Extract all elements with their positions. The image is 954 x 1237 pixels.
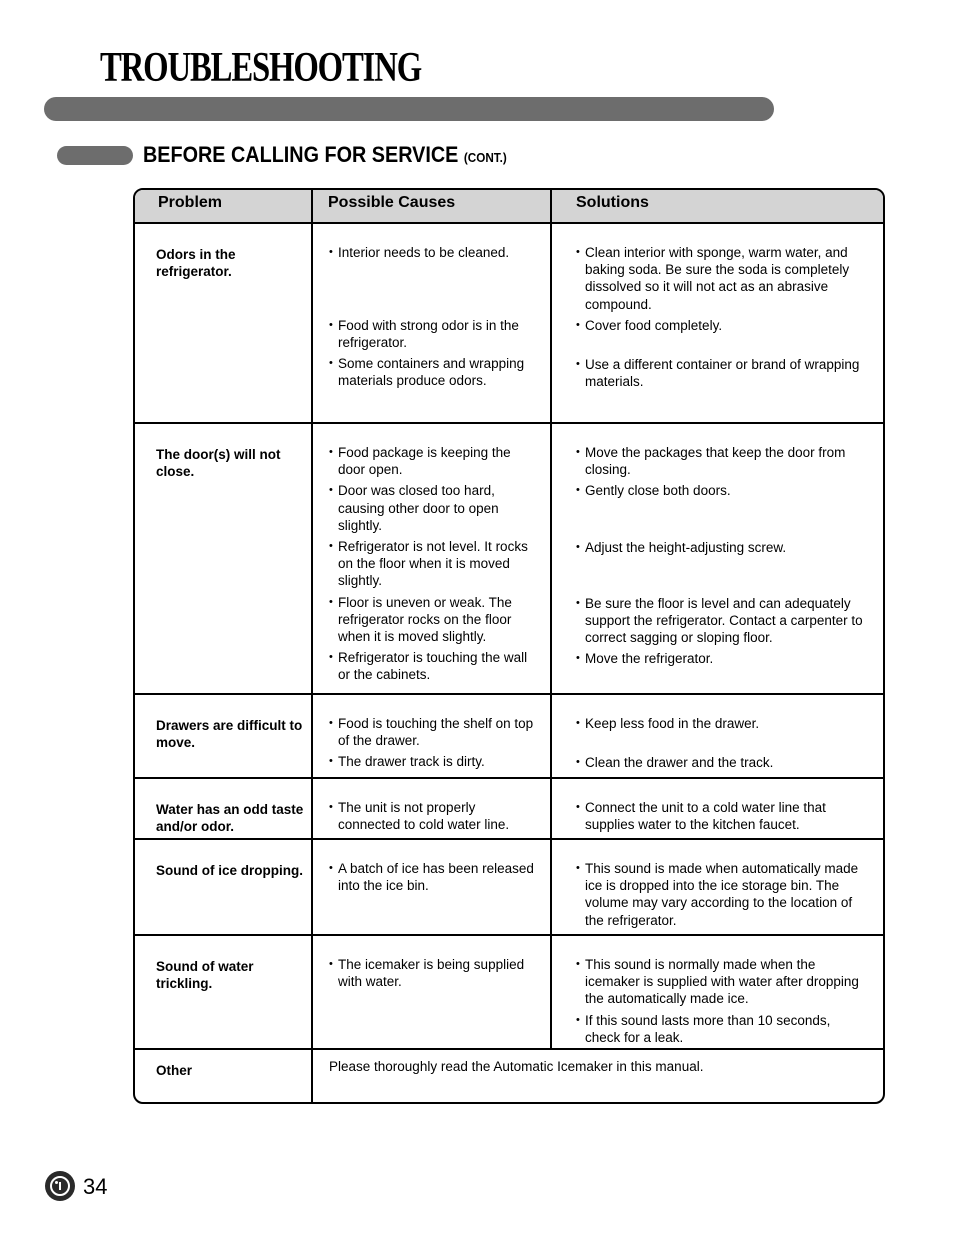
cause-item: • Interior needs to be cleaned. [329,244,540,261]
solution-item: • Cover food completely. [576,317,867,334]
cause-item: • A batch of ice has been released into the ice bin. [329,860,540,894]
causes-cell [313,936,552,1050]
section-pill-decoration [57,146,133,165]
table-row [135,424,883,695]
solution-item: • Move the refrigerator. [576,650,867,667]
table-header-row [135,190,883,224]
page-title: TROUBLESHOOTING [100,45,422,91]
cause-item: • Food is touching the shelf on top of the drawer. [329,715,540,749]
table-row [135,840,883,936]
solutions-cell [552,779,883,840]
solutions-cell [552,936,883,1050]
header-possible-causes: Possible Causes [313,190,552,224]
solution-item: • Clean interior with sponge, warm water, and baking soda. Be sure the soda is completely dissolved so it will not act as an abrasive compound. [576,244,867,313]
solution-item: • This sound is normally made when the icemaker is supplied with water after dropping the automatically made ice. [576,956,867,1008]
problem-cell: Odors in the refrigerator. [135,224,313,424]
page-number: 34 [83,1174,108,1199]
problem-cell: Sound of water trickling. [135,936,313,1050]
cause-item: • Food package is keeping the door open. [329,444,540,478]
section-title-text: BEFORE CALLING FOR SERVICE [143,142,459,167]
solution-item: • Move the packages that keep the door from closing. [576,444,867,478]
cause-item: • The unit is not properly connected to cold water line. [329,799,540,833]
solutions-cell [552,695,883,779]
troubleshooting-table [133,188,885,1104]
problem-cell: Sound of ice dropping. [135,840,313,936]
section-title-suffix: (CONT.) [463,150,507,165]
causes-cell [313,779,552,840]
solution-item: • Adjust the height-adjusting screw. [576,539,867,556]
cause-item: • Floor is uneven or weak. The refrigerator rocks on the floor when it is moved slightly. [329,594,540,646]
cause-item: • Refrigerator is not level. It rocks on the floor when it is moved slightly. [329,538,540,590]
problem-cell: Drawers are difficult to move. [135,695,313,779]
causes-cell [313,224,552,424]
table-row-other [135,1050,883,1102]
causes-cell [313,424,552,695]
problem-cell: Other [135,1050,313,1102]
causes-cell [313,840,552,936]
title-bar-decoration [44,97,774,121]
header-problem: Problem [135,190,313,224]
solution-item: • Clean the drawer and the track. [576,754,867,771]
table-row [135,695,883,779]
table-body [135,224,883,1102]
causes-cell [313,695,552,779]
solutions-cell [552,424,883,695]
solution-item: • Connect the unit to a cold water line that supplies water to the kitchen faucet. [576,799,867,833]
other-note-cell: Please thoroughly read the Automatic Icemaker in this manual. [329,1059,704,1074]
table-row [135,224,883,424]
problem-cell: Water has an odd taste and/or odor. [135,779,313,840]
section-title [143,142,507,168]
cause-item: • Door was closed too hard, causing other door to open slightly. [329,482,540,534]
cause-item: • Refrigerator is touching the wall or the cabinets. [329,649,540,683]
cause-item: • Food with strong odor is in the refrigerator. [329,317,540,351]
solution-item: • This sound is made when automatically made ice is dropped into the ice storage bin. The volume may vary according to the location of the refrigerator. [576,860,867,929]
problem-cell: The door(s) will not close. [135,424,313,695]
table-row [135,936,883,1050]
header-solutions: Solutions [552,190,883,224]
solution-item: • If this sound lasts more than 10 seconds, check for a leak. [576,1012,867,1046]
cause-item: • The icemaker is being supplied with water. [329,956,540,990]
lg-logo-icon [45,1171,75,1201]
cause-item: • The drawer track is dirty. [329,753,540,770]
solutions-cell [552,224,883,424]
table-row [135,779,883,840]
solution-item: • Use a different container or brand of wrapping materials. [576,356,867,390]
solution-item: • Be sure the floor is level and can adequately support the refrigerator. Contact a carpenter to correct sagging or sloping floor. [576,595,867,647]
solution-item: • Gently close both doors. [576,482,867,499]
solution-item: • Keep less food in the drawer. [576,715,867,732]
cause-item: • Some containers and wrapping materials produce odors. [329,355,540,389]
solutions-cell [552,840,883,936]
